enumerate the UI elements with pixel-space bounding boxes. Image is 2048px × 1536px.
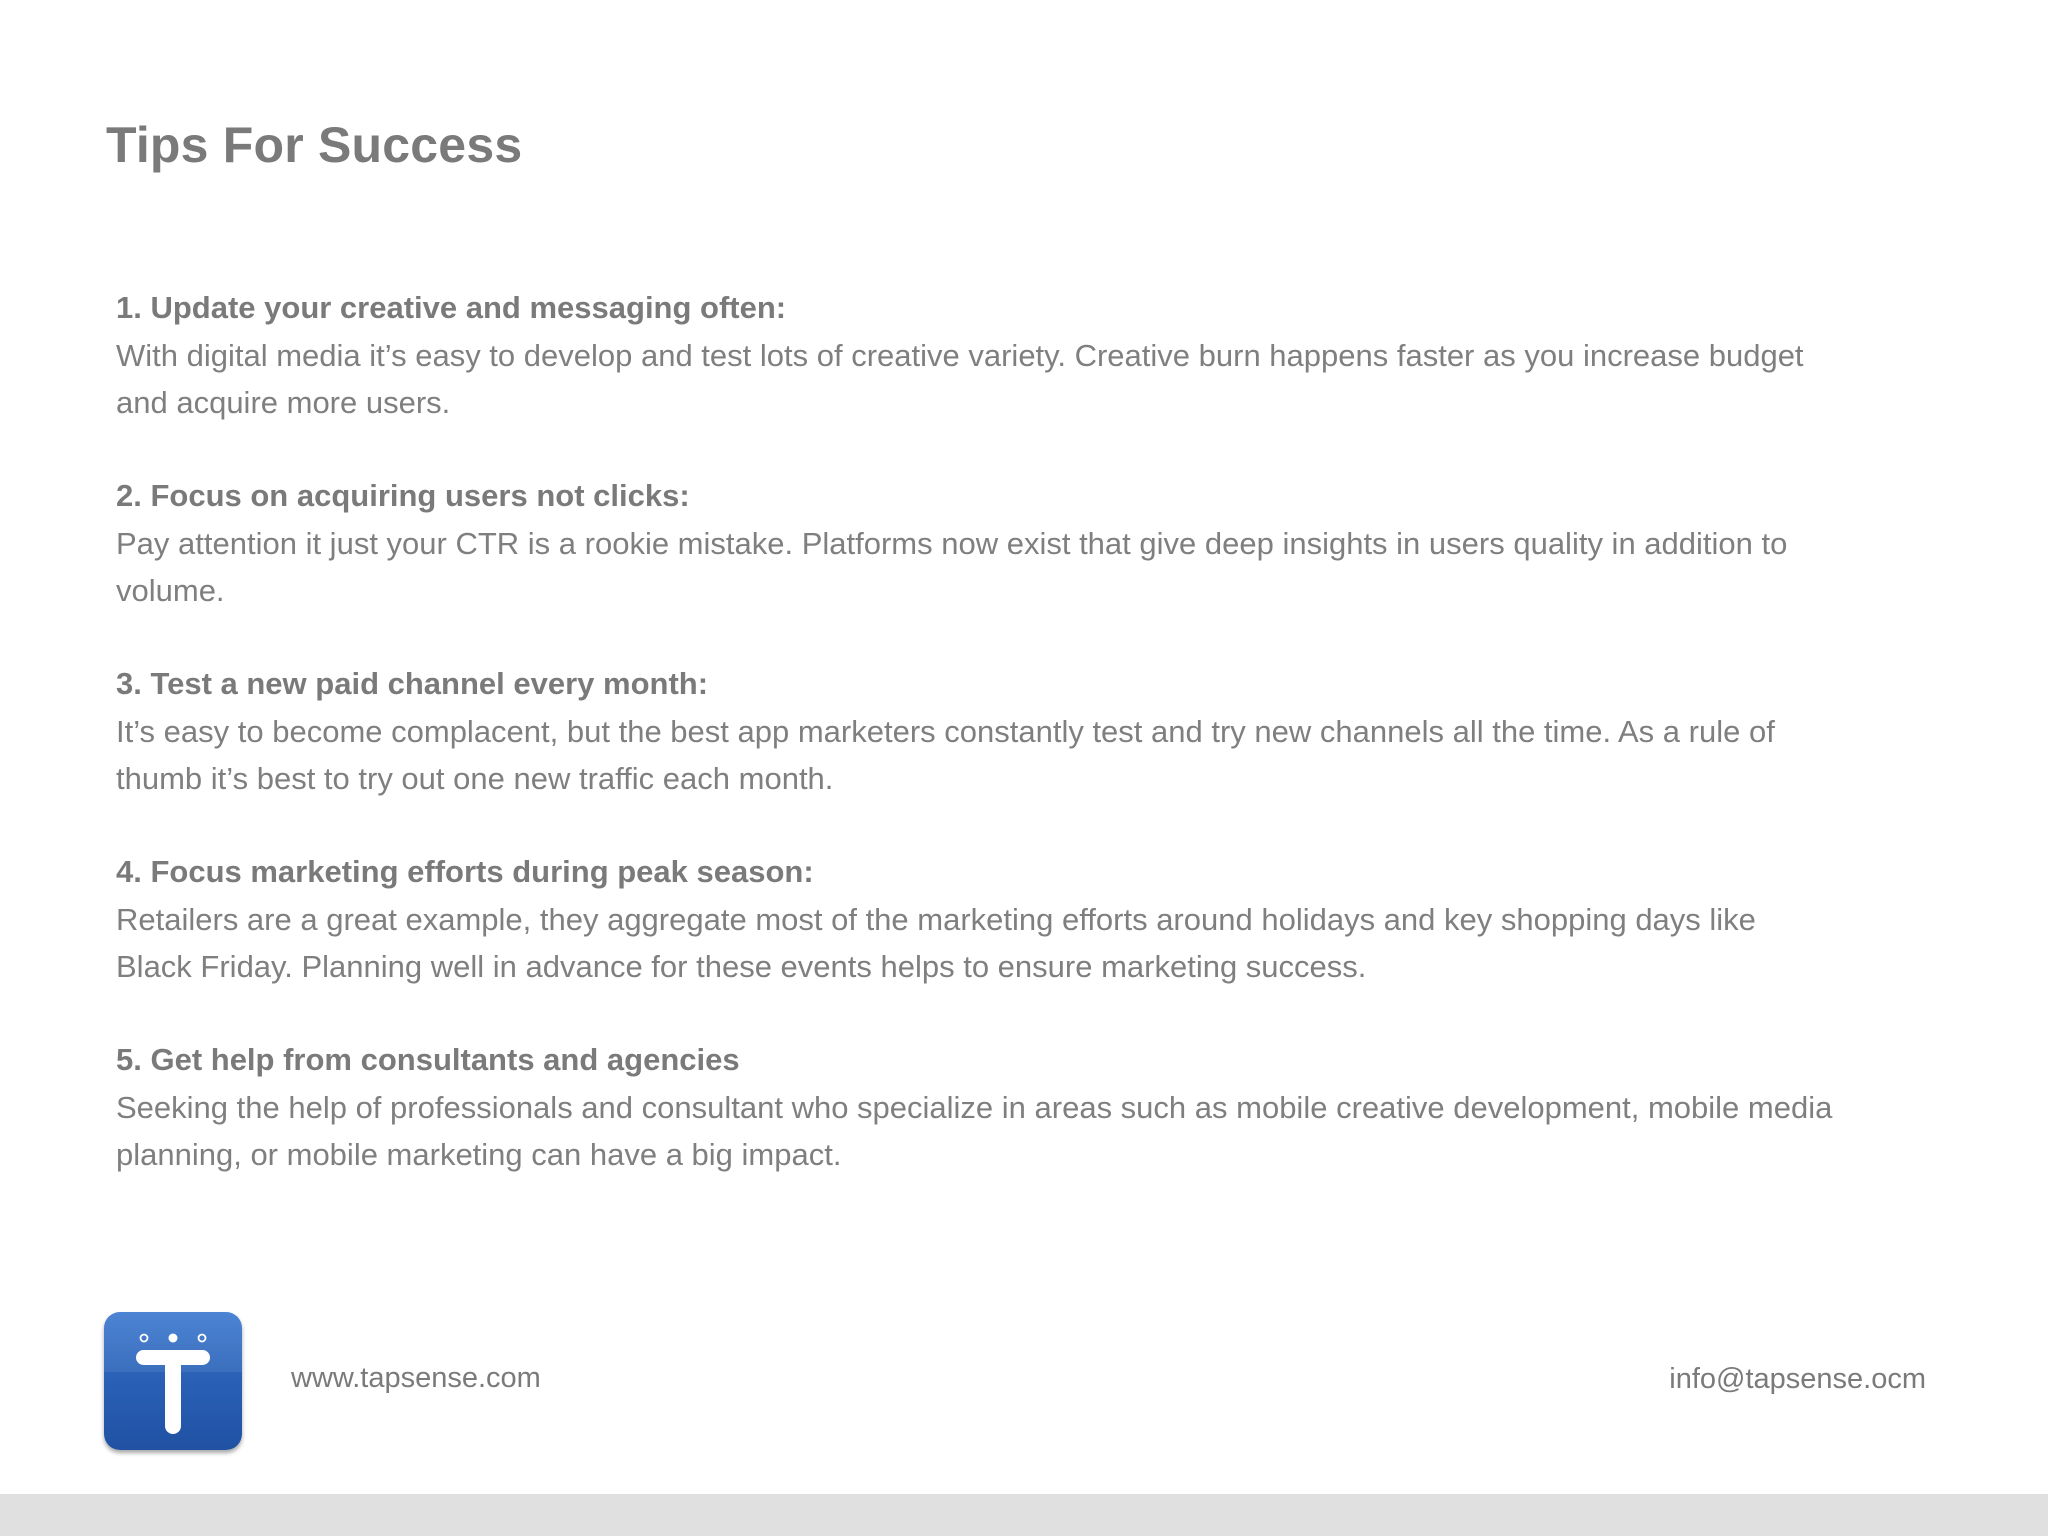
website-link[interactable]: www.tapsense.com <box>291 1362 541 1394</box>
tip-heading: 4. Focus marketing efforts during peak season: <box>116 854 814 889</box>
tip-item <box>116 1038 1836 1226</box>
tapsense-logo-icon <box>104 1312 242 1450</box>
tapsense-logo-glyph <box>104 1312 242 1450</box>
tip-body: Pay attention it just your CTR is a rookie mistake. Platforms now exist that give deep insights in users quality in addition to volume. <box>116 526 1788 608</box>
tip-body: Seeking the help of professionals and consultant who specialize in areas such as mobile creative development, mobile media planning, or mobile marketing can have a big impact. <box>116 1090 1833 1172</box>
tip-heading: 5. Get help from consultants and agencies <box>116 1042 740 1077</box>
tip-heading: 2. Focus on acquiring users not clicks: <box>116 478 690 513</box>
page-title: Tips For Success <box>106 117 523 173</box>
tip-body: With digital media it’s easy to develop and test lots of creative variety. Creative burn happens faster as you increase budget and acquire more users. <box>116 338 1804 420</box>
tip-body: Retailers are a great example, they aggregate most of the marketing efforts around holidays and key shopping days like Black Friday. Planning well in advance for these events helps to ensure marketing success. <box>116 902 1756 984</box>
tip-heading: 1. Update your creative and messaging often: <box>116 290 787 325</box>
tip-item <box>116 474 1836 662</box>
tip-item <box>116 850 1836 1038</box>
tip-body: It’s easy to become complacent, but the best app marketers constantly test and try new channels all the time. As a rule of thumb it’s best to try out one new traffic each month. <box>116 714 1775 796</box>
tips-list <box>116 286 1836 1226</box>
tip-item <box>116 662 1836 850</box>
email-link[interactable]: info@tapsense.ocm <box>1669 1363 1926 1395</box>
bottom-bar <box>0 1494 2048 1536</box>
tip-item <box>116 286 1836 474</box>
tip-heading: 3. Test a new paid channel every month: <box>116 666 709 701</box>
